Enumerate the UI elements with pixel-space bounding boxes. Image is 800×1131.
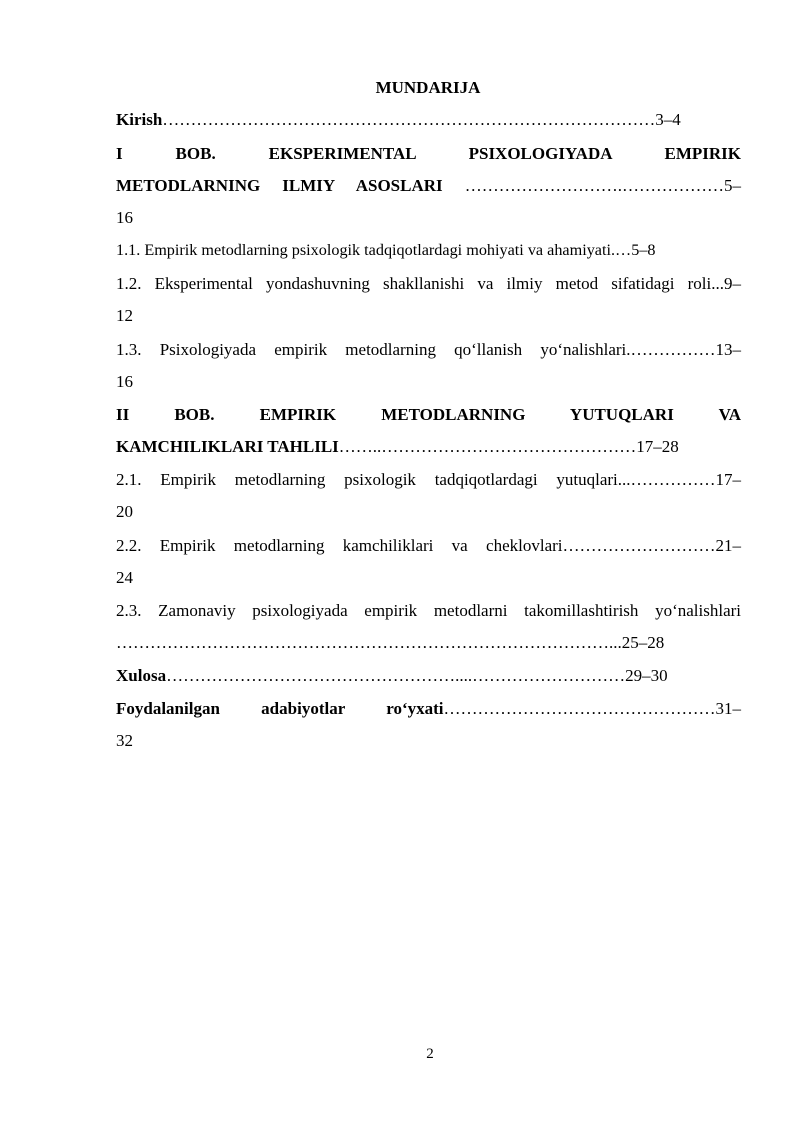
toc-chapter-2-line2[interactable] <box>116 431 741 463</box>
toc-entry-label: Xulosa <box>116 666 167 685</box>
toc-entry-label: KAMCHILIKLARI TAHLILI <box>116 437 339 456</box>
toc-entry-label: Foydalanilgan adabiyotlar ro‘yxati <box>116 699 444 718</box>
toc-title: MUNDARIJA <box>375 78 481 97</box>
toc-entry-label: METODLARNING ILMIY ASOSLARI <box>116 176 443 195</box>
toc-entry-label: Kirish <box>116 110 163 129</box>
toc-section-1-3[interactable]: 1.3. Psixologiyada empirik metodlarning qo‘llanish yo‘nalishlari.……………13– <box>116 340 741 359</box>
toc-section-2-2-page-end: 24 <box>116 568 133 587</box>
toc-entry-kirish[interactable] <box>116 104 741 136</box>
toc-leader-dots: ……………………………………………....……………………… <box>166 666 626 685</box>
toc-section-1-2[interactable]: 1.2. Eksperimental yondashuvning shakllanishi va ilmiy metod sifatidagi roli...9– <box>116 274 741 293</box>
toc-page-range: 17–28 <box>636 437 679 456</box>
toc-entry-label: 1.1. Empirik metodlarning psixologik tadqiqotlardagi mohiyati va ahamiyati.… <box>116 241 632 259</box>
toc-section-2-3-leader-line: ……………………………………………………………………………...25–28 <box>116 633 665 652</box>
toc-entry-references[interactable] <box>116 693 741 725</box>
toc-chapter-1-page-end: 16 <box>116 208 133 227</box>
toc-section-1-2-page-end: 12 <box>116 306 133 325</box>
page-number: 2 <box>426 1046 434 1062</box>
toc-section-1-1[interactable] <box>116 234 746 266</box>
toc-leader-dots: …………………………………………………………………………… <box>162 110 656 129</box>
toc-section-2-3[interactable]: 2.3. Zamonaviy psixologiyada empirik metodlarni takomillashtirish yo‘nalishlari <box>116 601 741 620</box>
toc-section-2-2[interactable]: 2.2. Empirik metodlarning kamchiliklari va cheklovlari………………………21– <box>116 536 741 555</box>
toc-leader-dots: ………………………………………… <box>443 699 716 718</box>
toc-leader-dots: ……………………….……………… <box>464 176 724 195</box>
toc-page-range: 29–30 <box>625 666 668 685</box>
toc-page-range: 3–4 <box>655 110 681 129</box>
toc-section-2-1[interactable]: 2.1. Empirik metodlarning psixologik tadqiqotlardagi yutuqlari...……………17– <box>116 470 741 489</box>
toc-page-range: 5– <box>724 176 741 195</box>
toc-chapter-1-line2[interactable] <box>116 170 741 202</box>
toc-entry-xulosa[interactable] <box>116 660 741 692</box>
toc-section-1-3-page-end: 16 <box>116 372 133 391</box>
toc-section-2-1-page-end: 20 <box>116 502 133 521</box>
toc-references-page-end: 32 <box>116 731 133 750</box>
toc-chapter-2-heading[interactable]: II BOB. EMPIRIK METODLARNING YUTUQLARI VA <box>116 405 741 424</box>
toc-chapter-1-heading[interactable]: I BOB. EKSPERIMENTAL PSIXOLOGIYADA EMPIRIK <box>116 144 741 163</box>
toc-page-range: 5–8 <box>631 241 656 259</box>
toc-leader-dots: ……..……………………………………… <box>338 437 637 456</box>
toc-page-range: 31– <box>715 699 741 718</box>
